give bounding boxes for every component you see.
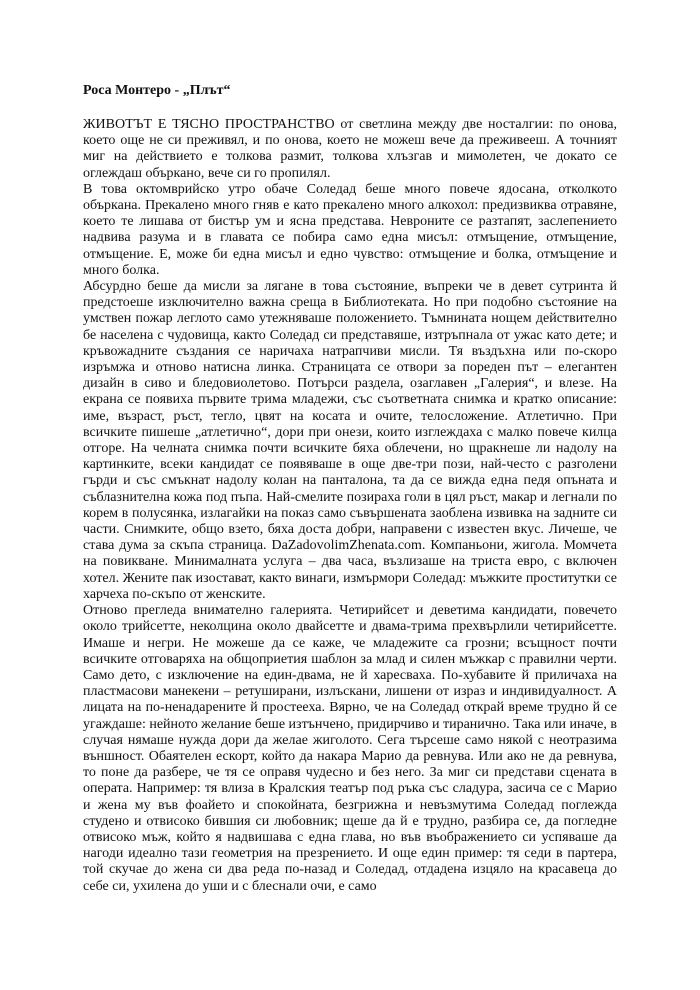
paragraph-3: Абсурдно беше да мисли за лягане в това състояние, въпреки че в девет сутринта й предстоеше изключително важна среща в Библиотеката. Но при подобно състояние на умствен пожар леглото само утежняваше положението. Тъмнината нощем действително бе населена с чудовища, както Соледад си представяше, изтръпнала от ужас като дете; и кръвожадните създания се наричаха натрапчиви мисли. Тя въздъхна или по-скоро изръмжа и отново натисна линка. Страницата се отвори за пореден път – елегантен дизайн в сиво и бледовиолетово. Потърси раздела, озаглавен „Галерия“, и влезе. На екрана се появиха първите трима младежи, със съответната снимка и кратко описание: име, възраст, ръст, тегло, цвят на косата и очите, телосложение. Атлетично. При всичките пишеше „атлетично“, дори при онези, които изглеждаха с малко повече килца отгоре. На челната снимка почти всичките бяха облечени, но щракнеше ли надолу на картинките, всеки кандидат се появяваше в още две-три пози, най-често с разголени гърди и със смъкнат надолу колан на панталона, та да се вижда една педя опъната и съблазнителна кожа под пъпа. Най-смелите позираха голи в цял ръст, макар и легнали по корем в полусянка, излагайки на показ само съвършената заоблена извивка на задните си части. Снимките, общо взето, бяха доста добри, направени с известен вкус. Личеше, че става дума за скъпа страница. DaZadovolimZhenata.com. Компаньони, жигола. Момчета на повикване. Минималната услуга – два часа, възлизаше на триста евро, с включен хотел. Жените пак изостават, както винаги, измърмори Соледад: мъжките проститутки се харчеха по-скъпо от женските. [83, 279, 617, 602]
document-title: Роса Монтеро - „Плът“ [83, 83, 231, 98]
paragraph-2: В това октомврийско утро обаче Соледад беше много повече ядосана, отколкото объркана. Прекалено много гняв е като прекалено много алкохол: предизвиква отравяне, което те лишава от бистър ум и ясна представа. Невроните се разтапят, заслепението надвива разума и в главата се побира само една мисъл: отмъщение, отмъщение, отмъщение. Е, може би една мисъл и едно чувство: отмъщение и болка, отмъщение и много болка. [83, 181, 617, 278]
paragraph-1: ЖИВОТЪТ Е ТЯСНО ПРОСТРАНСТВО от светлина между две носталгии: по онова, което още не си преживял, и по онова, което не можеш вече да преживееш. А точният миг на действието е толкова размит, толкова хлъзгав и мимолетен, че докато се оглеждаш объркано, вече си го пропилял. [83, 117, 617, 181]
paragraph-4: Отново прегледа внимателно галерията. Четирийсет и деветима кандидати, повечето около трийсетте, неколцина около двайсетте и двама-трима прехвърлили четирийсетте. Имаше и негри. Не можеше да се каже, че младежите са грозни; всъщност почти всичките отговаряха на общоприетия шаблон за млад и силен мъжкар с правилни черти. Само дето, с изключение на един-двама, не й харесваха. По-хубавите й приличаха на пластмасови манекени – ретуширани, излъскани, лишени от израз и индивидуалност. А лицата на по-ненадарените й простееха. Вярно, че на Соледад открай време трудно й се угаждаше: нейното желание беше изтънчено, придирчиво и тиранично. Така или иначе, в случая нямаше нужда дори да желае жиголото. Сега търсеше само някой с неотразима външност. Обаятелен ескорт, който да накара Марио да ревнува. Или ако не да ревнува, то поне да разбере, че тя се оправя чудесно и без него. За миг си представи сцената в операта. Например: тя влиза в Кралския театър под ръка със сладура, засича се с Марио и жена му във фоайето и спокойната, безгрижна и невъзмутима Соледад поглежда студено и отвисоко бившия си любовник; щеше да й е трудно, разбира се, да погледне отвисоко мъж, който я надвишава с една глава, но във въображението си успяваше да нагоди идеално тази геометрия на презрението. И още един пример: тя седи в партера, той скучае до жена си два реда по-назад и Соледад, отдадена изцяло на красавеца до себе си, ухилена до уши и с блеснали очи, е само [83, 603, 617, 894]
document-body [83, 117, 617, 895]
